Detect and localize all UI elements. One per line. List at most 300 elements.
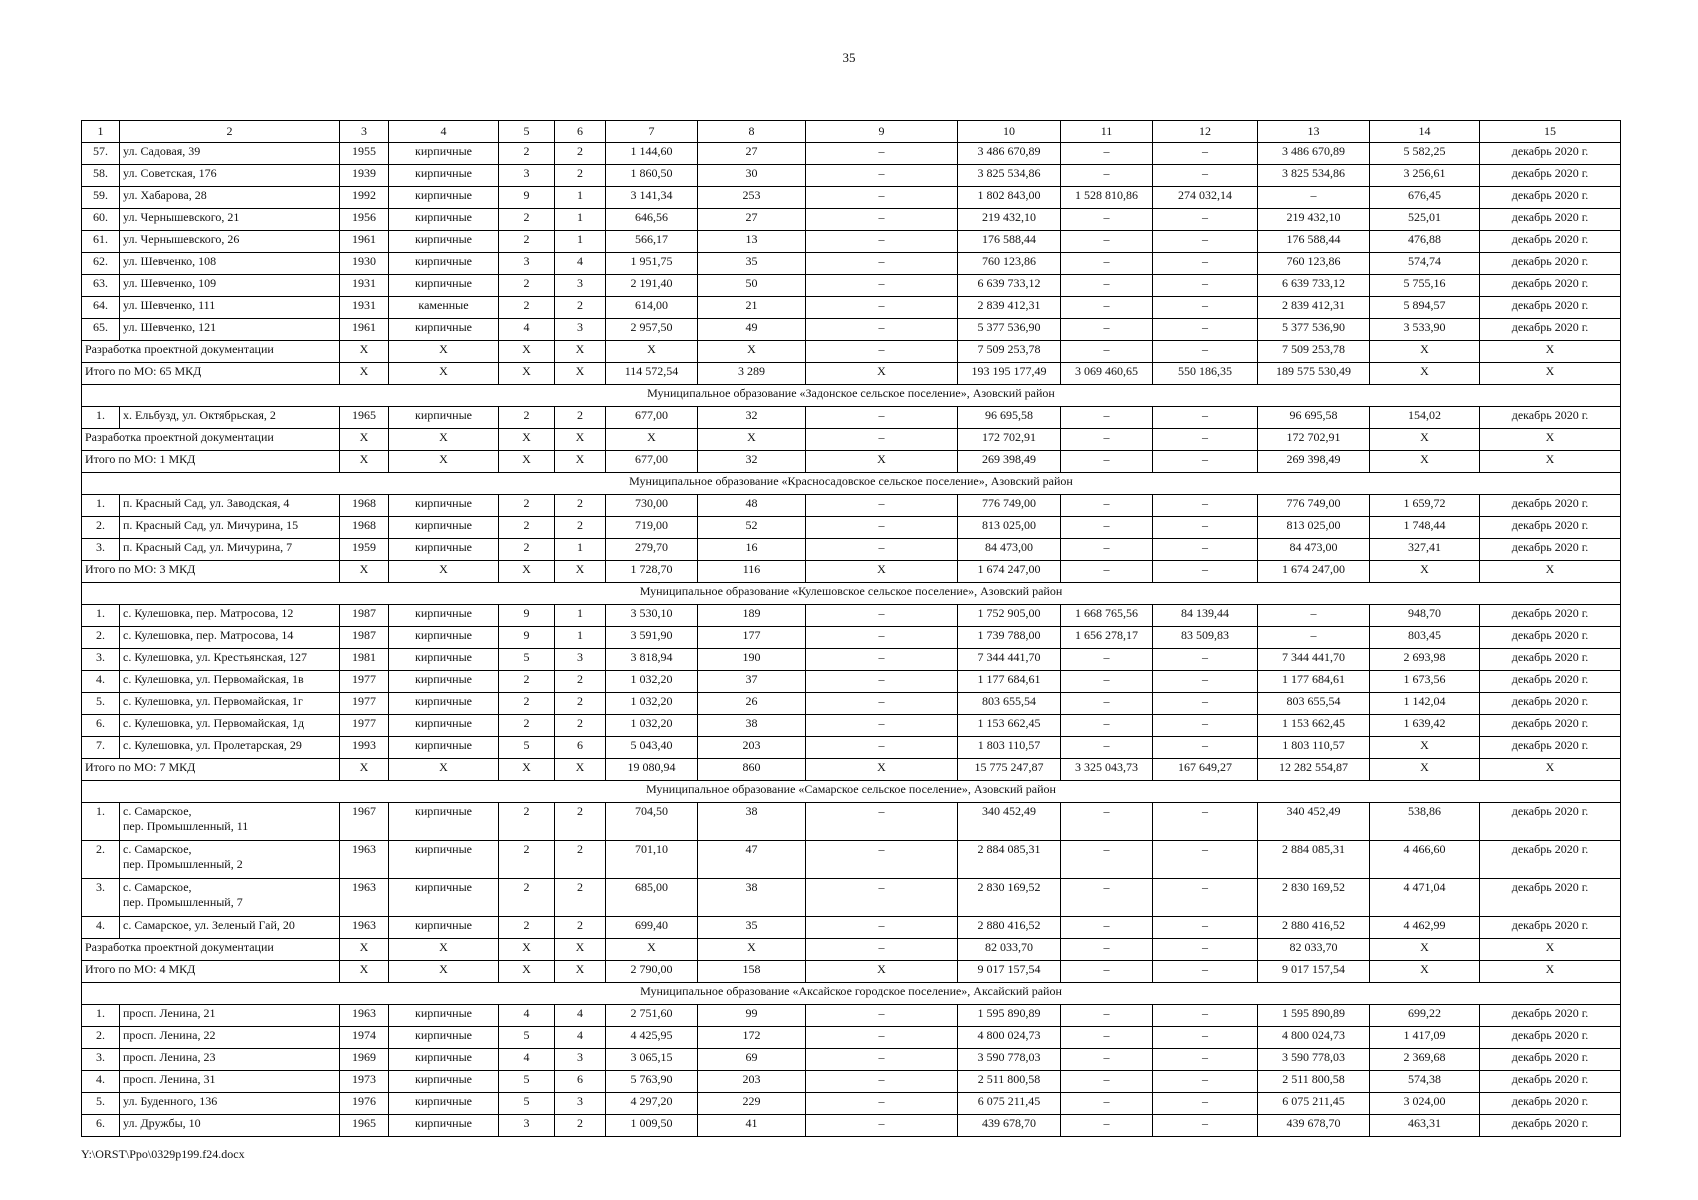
table-cell: 699,40 [606, 917, 698, 939]
summary-cell: – [1061, 451, 1153, 473]
table-cell: 1 748,44 [1370, 517, 1480, 539]
summary-cell: X [1480, 363, 1621, 385]
table-cell: – [806, 187, 958, 209]
table-cell: декабрь 2020 г. [1480, 209, 1621, 231]
table-cell: 1 [555, 627, 606, 649]
table-cell: 219 432,10 [958, 209, 1061, 231]
row-number: 2. [82, 841, 120, 879]
table-row [82, 803, 1621, 841]
table-cell: 1 177 684,61 [958, 671, 1061, 693]
summary-cell: – [1061, 561, 1153, 583]
table-row [82, 517, 1621, 539]
table-cell: 38 [698, 803, 806, 841]
summary-cell: X [340, 363, 389, 385]
table-cell: – [806, 1093, 958, 1115]
table-cell: декабрь 2020 г. [1480, 917, 1621, 939]
table-row [82, 539, 1621, 561]
table-cell: – [806, 209, 958, 231]
table-cell: 3 486 670,89 [1258, 143, 1370, 165]
table-cell: – [1153, 253, 1258, 275]
table-row [82, 879, 1621, 917]
table-cell: 9 [499, 605, 555, 627]
table-cell: кирпичные [389, 715, 499, 737]
table-cell: 229 [698, 1093, 806, 1115]
table-cell: 1981 [340, 649, 389, 671]
summary-cell: – [1153, 961, 1258, 983]
address-cell: с. Кулешовка, ул. Пролетарская, 29 [120, 737, 340, 759]
table-cell: 2 693,98 [1370, 649, 1480, 671]
table-cell: 1939 [340, 165, 389, 187]
summary-label: Итого по МО: 7 МКД [82, 759, 340, 781]
table-cell: кирпичные [389, 407, 499, 429]
table-cell: – [1061, 879, 1153, 917]
table-row [82, 1093, 1621, 1115]
summary-cell: 7 509 253,78 [1258, 341, 1370, 363]
table-cell: – [1153, 407, 1258, 429]
table-cell: декабрь 2020 г. [1480, 297, 1621, 319]
table-cell: – [1153, 841, 1258, 879]
table-cell: кирпичные [389, 605, 499, 627]
municipality-title: Муниципальное образование «Аксайское городское поселение», Аксайский район [82, 983, 1621, 1005]
table-cell: 2 [555, 693, 606, 715]
table-cell: 2 [555, 841, 606, 879]
table-cell: 1 153 662,45 [1258, 715, 1370, 737]
summary-label: Итого по МО: 65 МКД [82, 363, 340, 385]
table-cell: 279,70 [606, 539, 698, 561]
table-cell: 274 032,14 [1153, 187, 1258, 209]
table-cell: кирпичные [389, 649, 499, 671]
municipality-title: Муниципальное образование «Красносадовское сельское поселение», Азовский район [82, 473, 1621, 495]
table-cell: 2 [499, 715, 555, 737]
row-number: 1. [82, 407, 120, 429]
table-row [82, 1071, 1621, 1093]
table-cell: 1 [555, 605, 606, 627]
summary-label: Итого по МО: 4 МКД [82, 961, 340, 983]
address-cell: п. Красный Сад, ул. Мичурина, 7 [120, 539, 340, 561]
table-body [82, 121, 1621, 1137]
table-cell: 35 [698, 917, 806, 939]
table-cell: 190 [698, 649, 806, 671]
table-cell: 84 473,00 [958, 539, 1061, 561]
summary-cell: – [806, 429, 958, 451]
table-cell: 7 344 441,70 [958, 649, 1061, 671]
table-cell: 203 [698, 737, 806, 759]
address-cell: ул. Хабарова, 28 [120, 187, 340, 209]
address-cell: с. Самарское, пер. Промышленный, 2 [120, 841, 340, 879]
table-cell: 9 [499, 187, 555, 209]
table-cell: 1961 [340, 319, 389, 341]
table-cell: – [806, 605, 958, 627]
table-cell: 16 [698, 539, 806, 561]
table-cell: 2 [499, 671, 555, 693]
table-row [82, 165, 1621, 187]
summary-cell: X [340, 939, 389, 961]
table-cell: 4 800 024,73 [1258, 1027, 1370, 1049]
table-cell: декабрь 2020 г. [1480, 143, 1621, 165]
table-cell: 38 [698, 715, 806, 737]
summary-cell: X [606, 429, 698, 451]
summary-cell: X [1480, 961, 1621, 983]
table-cell: 4 471,04 [1370, 879, 1480, 917]
table-cell: декабрь 2020 г. [1480, 803, 1621, 841]
municipality-title: Муниципальное образование «Самарское сельское поселение», Азовский район [82, 781, 1621, 803]
summary-cell: X [806, 451, 958, 473]
municipality-section-row [82, 583, 1621, 605]
table-cell: 1931 [340, 275, 389, 297]
table-cell: 2 880 416,52 [1258, 917, 1370, 939]
summary-cell: X [698, 341, 806, 363]
table-cell: 1968 [340, 495, 389, 517]
row-number: 1. [82, 495, 120, 517]
address-cell: с. Самарское, ул. Зеленый Гай, 20 [120, 917, 340, 939]
table-cell: – [1061, 253, 1153, 275]
table-cell: 3 825 534,86 [958, 165, 1061, 187]
table-cell: – [1153, 495, 1258, 517]
table-cell: 2 511 800,58 [1258, 1071, 1370, 1093]
table-cell: 1977 [340, 671, 389, 693]
table-cell: 2 830 169,52 [1258, 879, 1370, 917]
summary-cell: 32 [698, 451, 806, 473]
table-cell: 1974 [340, 1027, 389, 1049]
row-number: 3. [82, 1049, 120, 1071]
row-number: 3. [82, 539, 120, 561]
column-header-cell: 6 [555, 121, 606, 143]
table-cell: 1 177 684,61 [1258, 671, 1370, 693]
table-cell: 3 [555, 319, 606, 341]
table-cell: 26 [698, 693, 806, 715]
summary-cell: 269 398,49 [1258, 451, 1370, 473]
table-cell: 6 075 211,45 [1258, 1093, 1370, 1115]
table-cell: кирпичные [389, 253, 499, 275]
table-cell: кирпичные [389, 737, 499, 759]
summary-cell: 7 509 253,78 [958, 341, 1061, 363]
table-cell: – [1061, 275, 1153, 297]
row-number: 63. [82, 275, 120, 297]
table-cell: декабрь 2020 г. [1480, 627, 1621, 649]
table-cell: 776 749,00 [1258, 495, 1370, 517]
table-cell: 2 [499, 803, 555, 841]
table-cell: декабрь 2020 г. [1480, 231, 1621, 253]
table-cell: 176 588,44 [958, 231, 1061, 253]
summary-cell: X [389, 759, 499, 781]
table-cell: – [806, 231, 958, 253]
row-number: 6. [82, 715, 120, 737]
table-cell: 176 588,44 [1258, 231, 1370, 253]
table-cell: 3 [555, 649, 606, 671]
table-row [82, 231, 1621, 253]
table-cell: 1987 [340, 605, 389, 627]
municipality-section-row [82, 983, 1621, 1005]
address-cell: ул. Шевченко, 111 [120, 297, 340, 319]
table-cell: 566,17 [606, 231, 698, 253]
table-cell: 21 [698, 297, 806, 319]
table-cell: 803 655,54 [1258, 693, 1370, 715]
table-cell: 1 153 662,45 [958, 715, 1061, 737]
table-cell: 699,22 [1370, 1005, 1480, 1027]
table-cell: 2 [499, 495, 555, 517]
table-cell: декабрь 2020 г. [1480, 495, 1621, 517]
address-cell: с. Кулешовка, пер. Матросова, 12 [120, 605, 340, 627]
summary-label: Итого по МО: 1 МКД [82, 451, 340, 473]
address-cell: просп. Ленина, 23 [120, 1049, 340, 1071]
table-cell: 3 825 534,86 [1258, 165, 1370, 187]
address-cell: ул. Буденного, 136 [120, 1093, 340, 1115]
footer-file-path: Y:\ORST\Ppo\0329p199.f24.docx [81, 1147, 245, 1161]
table-cell: – [1153, 737, 1258, 759]
summary-cell: 172 702,91 [1258, 429, 1370, 451]
table-cell: 2 957,50 [606, 319, 698, 341]
row-number: 1. [82, 1005, 120, 1027]
table-cell: 2 [499, 143, 555, 165]
row-number: 64. [82, 297, 120, 319]
table-cell: 203 [698, 1071, 806, 1093]
row-number: 65. [82, 319, 120, 341]
summary-label: Разработка проектной документации [82, 939, 340, 961]
table-cell: 1 417,09 [1370, 1027, 1480, 1049]
summary-cell: X [340, 759, 389, 781]
summary-cell: X [389, 961, 499, 983]
table-cell: 1 673,56 [1370, 671, 1480, 693]
table-cell: 3 530,10 [606, 605, 698, 627]
column-header-cell: 15 [1480, 121, 1621, 143]
table-cell: – [1061, 297, 1153, 319]
summary-cell: X [1370, 759, 1480, 781]
row-number: 2. [82, 517, 120, 539]
summary-cell: 3 325 043,73 [1061, 759, 1153, 781]
table-cell: кирпичные [389, 841, 499, 879]
table-cell: – [1061, 649, 1153, 671]
table-row [82, 275, 1621, 297]
row-number: 1. [82, 803, 120, 841]
table-cell: 574,38 [1370, 1071, 1480, 1093]
table-cell: 1 595 890,89 [958, 1005, 1061, 1027]
summary-cell: – [1153, 939, 1258, 961]
row-number: 2. [82, 1027, 120, 1049]
table-cell: 2 [499, 297, 555, 319]
table-cell: 2 [499, 539, 555, 561]
table-cell: 1 803 110,57 [1258, 737, 1370, 759]
table-cell: 3 [499, 165, 555, 187]
table-cell: 1 802 843,00 [958, 187, 1061, 209]
column-header-cell: 14 [1370, 121, 1480, 143]
table-cell: 704,50 [606, 803, 698, 841]
summary-label: Итого по МО: 3 МКД [82, 561, 340, 583]
table-cell: 35 [698, 253, 806, 275]
table-cell: 2 830 169,52 [958, 879, 1061, 917]
table-cell: – [806, 649, 958, 671]
summary-cell: X [499, 363, 555, 385]
column-header-cell: 12 [1153, 121, 1258, 143]
table-cell: 3 [499, 253, 555, 275]
summary-cell: – [1153, 451, 1258, 473]
table-cell: – [1061, 1049, 1153, 1071]
table-cell: 2 884 085,31 [1258, 841, 1370, 879]
summary-cell: X [1370, 939, 1480, 961]
table-cell: – [806, 671, 958, 693]
table-cell: – [1061, 165, 1153, 187]
table-cell: 2 [499, 407, 555, 429]
table-cell: 37 [698, 671, 806, 693]
table-row [82, 649, 1621, 671]
table-cell: – [1153, 1027, 1258, 1049]
summary-cell: X [389, 561, 499, 583]
table-row [82, 143, 1621, 165]
table-cell: 2 [555, 143, 606, 165]
summary-cell: X [806, 363, 958, 385]
table-cell: декабрь 2020 г. [1480, 605, 1621, 627]
table-cell: 30 [698, 165, 806, 187]
summary-cell: X [499, 429, 555, 451]
summary-cell: 9 017 157,54 [1258, 961, 1370, 983]
row-number: 60. [82, 209, 120, 231]
table-cell: 1 656 278,17 [1061, 627, 1153, 649]
table-cell: 1965 [340, 407, 389, 429]
table-cell: 7 344 441,70 [1258, 649, 1370, 671]
table-cell: 1955 [340, 143, 389, 165]
row-number: 3. [82, 879, 120, 917]
summary-cell: X [340, 451, 389, 473]
table-cell: 677,00 [606, 407, 698, 429]
table-cell: – [1061, 495, 1153, 517]
table-cell: 6 639 733,12 [1258, 275, 1370, 297]
table-cell: 1 009,50 [606, 1115, 698, 1137]
table-cell: 1959 [340, 539, 389, 561]
row-number: 58. [82, 165, 120, 187]
table-cell: 3 024,00 [1370, 1093, 1480, 1115]
table-cell: 1 [555, 539, 606, 561]
table-row [82, 671, 1621, 693]
summary-cell: X [499, 759, 555, 781]
table-cell: декабрь 2020 г. [1480, 517, 1621, 539]
table-cell: 1 659,72 [1370, 495, 1480, 517]
table-cell: 2 [499, 841, 555, 879]
table-cell: 3 818,94 [606, 649, 698, 671]
table-cell: декабрь 2020 г. [1480, 1049, 1621, 1071]
table-row [82, 407, 1621, 429]
table-cell: 47 [698, 841, 806, 879]
summary-row [82, 341, 1621, 363]
table-cell: кирпичные [389, 1071, 499, 1093]
table-cell: 3 [555, 1049, 606, 1071]
table-cell: – [806, 297, 958, 319]
table-cell: 172 [698, 1027, 806, 1049]
summary-cell: X [1370, 341, 1480, 363]
summary-row [82, 451, 1621, 473]
table-cell: – [1061, 539, 1153, 561]
table-cell: 2 751,60 [606, 1005, 698, 1027]
table-cell: 439 678,70 [1258, 1115, 1370, 1137]
summary-cell: 15 775 247,87 [958, 759, 1061, 781]
summary-cell: 677,00 [606, 451, 698, 473]
address-cell: п. Красный Сад, ул. Заводская, 4 [120, 495, 340, 517]
table-cell: 6 [555, 737, 606, 759]
summary-cell: X [340, 561, 389, 583]
summary-cell: – [1153, 429, 1258, 451]
summary-cell: – [1061, 429, 1153, 451]
table-cell: 5 [499, 1093, 555, 1115]
row-number: 62. [82, 253, 120, 275]
table-cell: 3 141,34 [606, 187, 698, 209]
summary-cell: X [555, 451, 606, 473]
table-cell: 1973 [340, 1071, 389, 1093]
table-row [82, 1005, 1621, 1027]
row-number: 4. [82, 1071, 120, 1093]
table-cell: кирпичные [389, 517, 499, 539]
summary-label: Разработка проектной документации [82, 429, 340, 451]
table-row [82, 917, 1621, 939]
summary-cell: – [806, 341, 958, 363]
summary-cell: X [555, 759, 606, 781]
table-cell: 2 839 412,31 [1258, 297, 1370, 319]
table-cell: – [806, 1071, 958, 1093]
table-cell: декабрь 2020 г. [1480, 671, 1621, 693]
table-cell: 32 [698, 407, 806, 429]
summary-cell: X [1370, 961, 1480, 983]
address-cell: просп. Ленина, 22 [120, 1027, 340, 1049]
table-cell: 96 695,58 [958, 407, 1061, 429]
table-cell: 5 894,57 [1370, 297, 1480, 319]
summary-cell: X [499, 961, 555, 983]
summary-cell: 3 069 460,65 [1061, 363, 1153, 385]
table-cell: кирпичные [389, 803, 499, 841]
table-cell: 5 [499, 649, 555, 671]
table-cell: – [1153, 715, 1258, 737]
table-row [82, 253, 1621, 275]
table-cell: кирпичные [389, 1027, 499, 1049]
table-cell: кирпичные [389, 1093, 499, 1115]
summary-cell: 9 017 157,54 [958, 961, 1061, 983]
table-cell: 1 144,60 [606, 143, 698, 165]
table-cell: – [1061, 917, 1153, 939]
table-cell: – [1153, 319, 1258, 341]
table-cell: – [1061, 143, 1153, 165]
table-cell: 84 473,00 [1258, 539, 1370, 561]
summary-cell: X [606, 939, 698, 961]
table-cell: – [1061, 407, 1153, 429]
address-cell: с. Кулешовка, ул. Первомайская, 1в [120, 671, 340, 693]
table-row [82, 715, 1621, 737]
table-cell: декабрь 2020 г. [1480, 879, 1621, 917]
table-cell: – [1153, 231, 1258, 253]
table-cell: 2 [499, 517, 555, 539]
table-cell: 189 [698, 605, 806, 627]
table-cell: 177 [698, 627, 806, 649]
table-cell: 1 639,42 [1370, 715, 1480, 737]
summary-cell: X [389, 939, 499, 961]
table-cell: 1967 [340, 803, 389, 841]
summary-row [82, 759, 1621, 781]
table-cell: 2 [555, 297, 606, 319]
table-cell: 813 025,00 [958, 517, 1061, 539]
table-cell: 614,00 [606, 297, 698, 319]
municipality-section-row [82, 473, 1621, 495]
table-cell: 5 755,16 [1370, 275, 1480, 297]
table-cell: 1968 [340, 517, 389, 539]
table-cell: 3 533,90 [1370, 319, 1480, 341]
summary-cell: X [555, 429, 606, 451]
table-row [82, 1115, 1621, 1137]
table-cell: 1 752 905,00 [958, 605, 1061, 627]
row-number: 4. [82, 671, 120, 693]
table-cell: – [1153, 1115, 1258, 1137]
table-cell: – [1061, 319, 1153, 341]
table-cell: – [806, 253, 958, 275]
table-cell: 5 377 536,90 [958, 319, 1061, 341]
summary-cell: 269 398,49 [958, 451, 1061, 473]
table-row [82, 1027, 1621, 1049]
table-cell: 2 [555, 517, 606, 539]
table-cell: кирпичные [389, 187, 499, 209]
